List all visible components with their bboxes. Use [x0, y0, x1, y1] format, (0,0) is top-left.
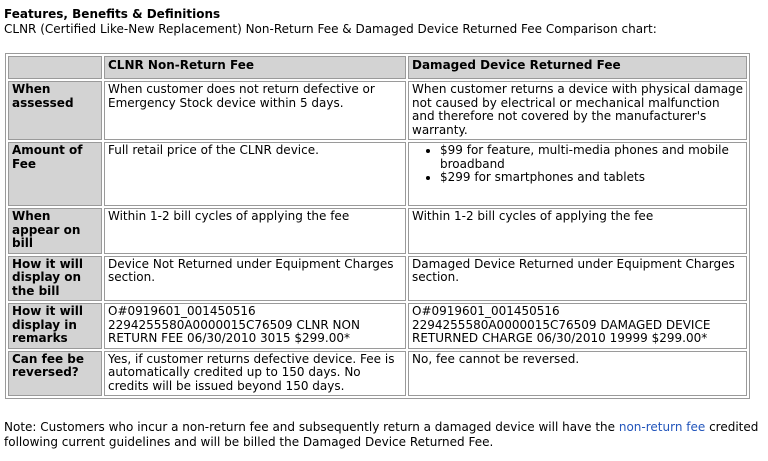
list-item: • $299 for smartphones and tablets [440, 171, 744, 185]
footnote-text-after: credited following current guidelines and will be billed the Damaged Device Returned Fee. [4, 420, 759, 449]
table-row [8, 256, 747, 302]
table-row [8, 81, 747, 140]
page-content [4, 7, 764, 449]
cell-clnr-when-assessed: When customer does not return defective or Emergency Stock device within 5 days. [104, 81, 406, 140]
table-row [8, 303, 747, 349]
cell-damaged-display-remarks: O#0919601_001450516 2294255580A0000015C76509 DAMAGED DEVICE RETURNED CHARGE 06/30/2010 19999 $299.00* [408, 303, 747, 349]
row-label-display-remarks: How it will display in remarks [8, 303, 102, 349]
cell-damaged-amount [408, 142, 747, 206]
list-item: • $99 for feature, multi-media phones and mobile broadband [440, 144, 744, 171]
fee-bullet-list [412, 144, 744, 185]
cell-clnr-amount: Full retail price of the CLNR device. [104, 142, 406, 206]
footnote [4, 420, 764, 450]
cell-clnr-display-remarks: O#0919601_001450516 2294255580A0000015C76509 CLNR NON RETURN FEE 06/30/2010 3015 $299.00* [104, 303, 406, 349]
table-header-row [8, 56, 747, 79]
table-header-damaged: Damaged Device Returned Fee [408, 56, 747, 79]
comparison-table [5, 53, 750, 399]
page-heading: Features, Benefits & Definitions [4, 7, 221, 21]
table-header-clnr: CLNR Non-Return Fee [104, 56, 406, 79]
non-return-fee-link[interactable]: non-return fee [618, 420, 706, 434]
row-label-display-bill: How it will display on the bill [8, 256, 102, 302]
row-label-when-appear: When appear on bill [8, 208, 102, 254]
table-header-corner [8, 56, 102, 79]
row-label-when-assessed: When assessed [8, 81, 102, 140]
table-row [8, 351, 747, 397]
cell-clnr-reversed: Yes, if customer returns defective device. Fee is automatically credited up to 150 days. No credits will be issued beyond 150 days. [104, 351, 406, 397]
cell-damaged-when-assessed: When customer returns a device with physical damage not caused by electrical or mechanical malfunction and therefore not covered by the manufacturer's warranty. [408, 81, 747, 140]
footnote-text-before: Note: Customers who incur a non-return fee and subsequently return a damaged device will have the [4, 420, 619, 434]
row-label-reversed: Can fee be reversed? [8, 351, 102, 397]
cell-damaged-reversed: No, fee cannot be reversed. [408, 351, 747, 397]
table-row [8, 142, 747, 206]
row-label-amount: Amount of Fee [8, 142, 102, 206]
cell-damaged-when-appear: Within 1-2 bill cycles of applying the fee [408, 208, 747, 254]
cell-clnr-when-appear: Within 1-2 bill cycles of applying the fee [104, 208, 406, 254]
table-row [8, 208, 747, 254]
page-subheading: CLNR (Certified Like-New Replacement) Non-Return Fee & Damaged Device Returned Fee Comparison chart: [4, 22, 657, 36]
cell-damaged-display-bill: Damaged Device Returned under Equipment Charges section. [408, 256, 747, 302]
cell-clnr-display-bill: Device Not Returned under Equipment Charges section. [104, 256, 406, 302]
